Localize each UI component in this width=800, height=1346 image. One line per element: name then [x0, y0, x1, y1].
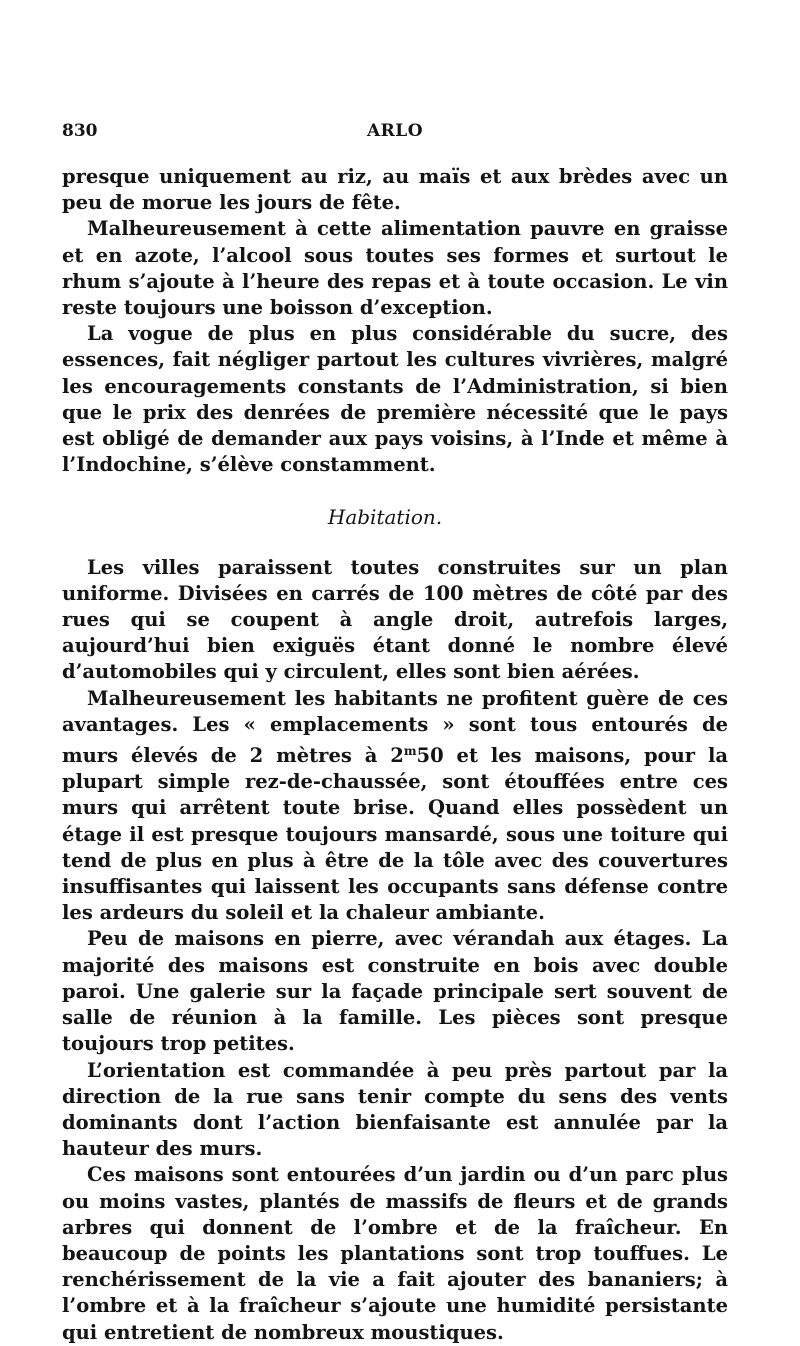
running-head: ARLO	[366, 121, 424, 141]
paragraph: presque uniquement au riz, au maïs et aux brèdes avec un peu de morue les jours de fête.	[62, 165, 728, 215]
body-text	[62, 164, 728, 1346]
paragraph: Ces maisons sont entourées d’un jardin ou d’un parc plus ou moins vastes, plantés de massifs de fleurs et de grands arbres qui donnent de l’ombre et de la fraîcheur. En beaucoup de points les plantations sont trop touffues. Le renchérissement de la vie a fait ajouter des bananiers; à l’ombre et à la fraîcheur s’ajoute une humidité persistante qui entretient de nombreux moustiques.	[62, 1163, 728, 1344]
paragraph	[62, 686, 728, 927]
page-header	[62, 121, 728, 145]
section-heading: Habitation.	[327, 505, 443, 530]
superscript-unit: m	[403, 744, 417, 759]
paragraph: Peu de maisons en pierre, avec vérandah aux étages. La majorité des maisons est construite en bois avec double paroi. Une galerie sur la façade principale sert souvent de salle de réunion à la famille. Les pièces sont presque toujours trop petites.	[62, 927, 728, 1056]
paragraph: Les villes paraissent toutes construites sur un plan uniforme. Divisées en carrés de 100 mètres de côté par des rues qui se coupent à angle droit, autrefois larges, aujourd’hui bien exiguës étant donné le nombre élevé d’automobiles qui y circulent, elles sont bien aérées.	[62, 555, 728, 684]
paragraph: La vogue de plus en plus considérable du sucre, des essences, fait négliger partout les cultures vivrières, malgré les encouragements constants de l’Administration, si bien que le prix des denrées de première nécessité que le pays est obligé de demander aux pays voisins, à l’Inde et même à l’Indochine, s’élève constamment.	[62, 322, 728, 477]
paragraph-text-part: Malheureusement les habitants ne profitent guère de ces avantages. Les « emplacements » sont tous entourés de murs élevés de 2 mètres à 2	[62, 686, 728, 768]
paragraph: Malheureusement à cette alimentation pauvre en graisse et en azote, l’alcool sous toutes ses formes et surtout le rhum s’ajoute à l’heure des repas et à toute occasion. Le vin reste toujours une boisson d’exception.	[62, 217, 728, 320]
paragraph: L’orientation est commandée à peu près partout par la direction de la rue sans tenir compte du sens des vents dominants dont l’action bienfaisante est annulée par la hauteur des murs.	[62, 1058, 728, 1161]
paragraph-text-part: 50 et les maisons, pour la plupart simple rez-de-chaussée, sont étouffées entre ces murs qui arrêtent toute brise. Quand elles possèdent un étage il est presque toujours mansardé, sous une toiture qui tend de plus en plus à être de la tôle avec des couvertures insuffisantes qui laissent les occupants sans défense contre les ardeurs du soleil et la chaleur ambiante.	[62, 744, 729, 925]
page-number: 830	[62, 121, 98, 141]
